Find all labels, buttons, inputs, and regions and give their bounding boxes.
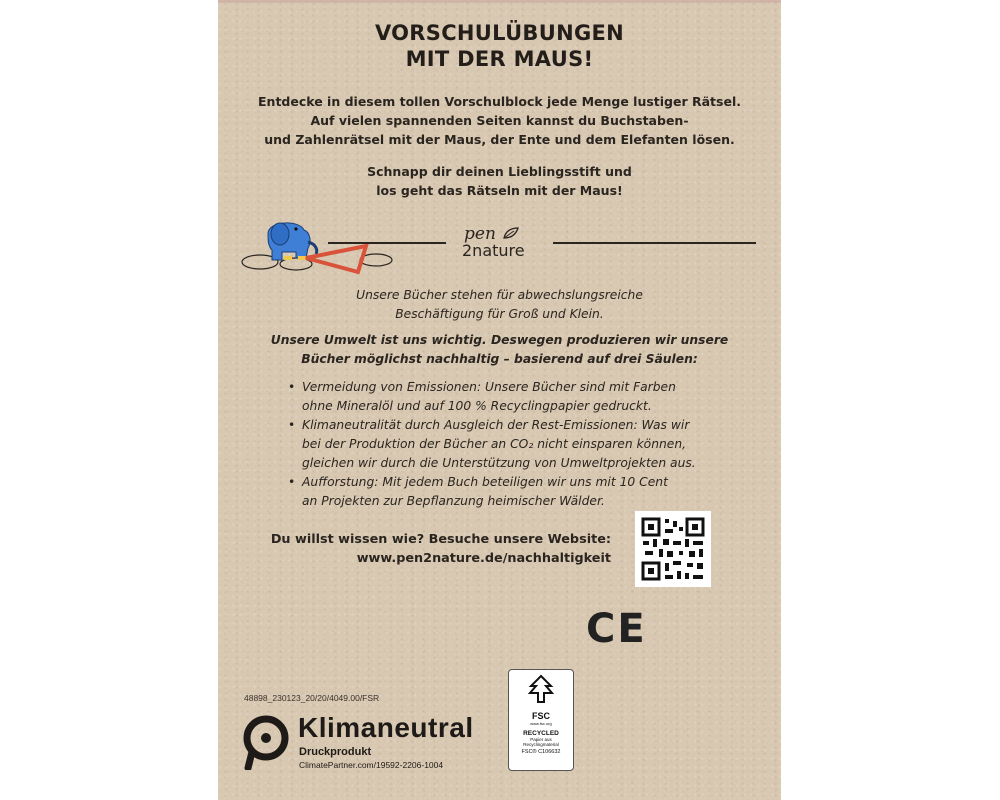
klimaneutral-subtitle: Druckprodukt: [299, 746, 372, 758]
product-code: 48898_230123_20/20/4049.00/FSR: [244, 693, 380, 703]
fsc-code: FSC® C106632: [521, 749, 561, 755]
bullet-item: [288, 473, 668, 511]
bullet-1-line-1: Vermeidung von Emissionen: Unsere Bücher sind mit Farben: [302, 380, 676, 394]
title-line-2: MIT DER MAUS!: [405, 47, 594, 71]
callout-line-1: Schnapp dir deinen Lieblingsstift und: [367, 164, 632, 179]
fsc-tree-icon: [526, 674, 556, 704]
bullet-3-line-1: Aufforstung: Mit jedem Buch beteiligen wir uns mit 10 Cent: [302, 475, 668, 489]
book-back-cover: [218, 0, 781, 800]
fsc-brand: FSC: [532, 711, 550, 721]
fsc-sub-1: Papier aus: [530, 737, 552, 742]
bullet-item: [288, 378, 676, 416]
bullet-1-line-2: ohne Mineralöl und auf 100 % Recyclingpapier gedruckt.: [302, 399, 652, 413]
website-intro: Du willst wissen wie? Besuche unsere Website:: [270, 532, 611, 547]
title-line-1: VORSCHULÜBUNGEN: [374, 21, 625, 45]
intro-line-2: Auf vielen spannenden Seiten kannst du Buchstaben-: [310, 113, 689, 128]
books-line-2: Beschäftigung für Groß und Klein.: [395, 307, 604, 321]
fsc-recycled: RECYCLED: [523, 730, 559, 737]
intro-line-1: Entdecke in diesem tollen Vorschulblock jede Menge lustiger Rätsel.: [258, 94, 741, 109]
elephant-illustration: [238, 212, 398, 278]
climate-partner-icon: [242, 714, 292, 770]
klimaneutral-title: Klimaneutral: [298, 712, 474, 743]
books-line-1: Unsere Bücher stehen für abwechslungsreiche: [356, 288, 643, 302]
ce-mark: CE: [586, 606, 647, 652]
fsc-label: [508, 669, 574, 771]
bullet-dot: •: [288, 380, 296, 394]
brand-name-bottom: 2nature: [462, 241, 525, 260]
environment-line-1: Unsere Umwelt ist uns wichtig. Deswegen produzieren wir unsere: [270, 333, 729, 347]
bullet-dot: •: [288, 418, 296, 432]
bullet-2-line-2: bei der Produktion der Bücher an CO₂ nicht einsparen können,: [302, 437, 687, 451]
leaf-icon: [502, 226, 522, 240]
qr-code[interactable]: [635, 511, 711, 587]
pen2nature-logo: [462, 224, 546, 264]
bullet-3-line-2: an Projekten zur Bepflanzung heimischer Wälder.: [302, 494, 605, 508]
callout-line-2: los geht das Rätseln mit der Maus!: [376, 183, 623, 198]
bullet-item: [288, 416, 696, 473]
divider-left: [328, 242, 446, 244]
qr-code-icon: [635, 511, 711, 587]
fsc-sub-2: Recyclingmaterial: [523, 742, 559, 747]
environment-line-2: Bücher möglichst nachhaltig – basierend auf drei Säulen:: [301, 352, 698, 366]
website-url[interactable]: www.pen2nature.de/nachhaltigkeit: [356, 551, 611, 566]
brand-name-top: pen: [464, 224, 496, 244]
fsc-url: www.fsc.org: [530, 721, 552, 726]
bullet-2-line-1: Klimaneutralität durch Ausgleich der Rest-Emissionen: Was wir: [302, 418, 690, 432]
klimaneutral-url: ClimatePartner.com/19592-2206-1004: [299, 760, 444, 770]
bullet-dot: •: [288, 475, 296, 489]
intro-line-3: und Zahlenrätsel mit der Maus, der Ente und dem Elefanten lösen.: [264, 132, 735, 147]
divider-right: [553, 242, 756, 244]
bullet-2-line-3: gleichen wir durch die Unterstützung von Umweltprojekten aus.: [302, 456, 696, 470]
